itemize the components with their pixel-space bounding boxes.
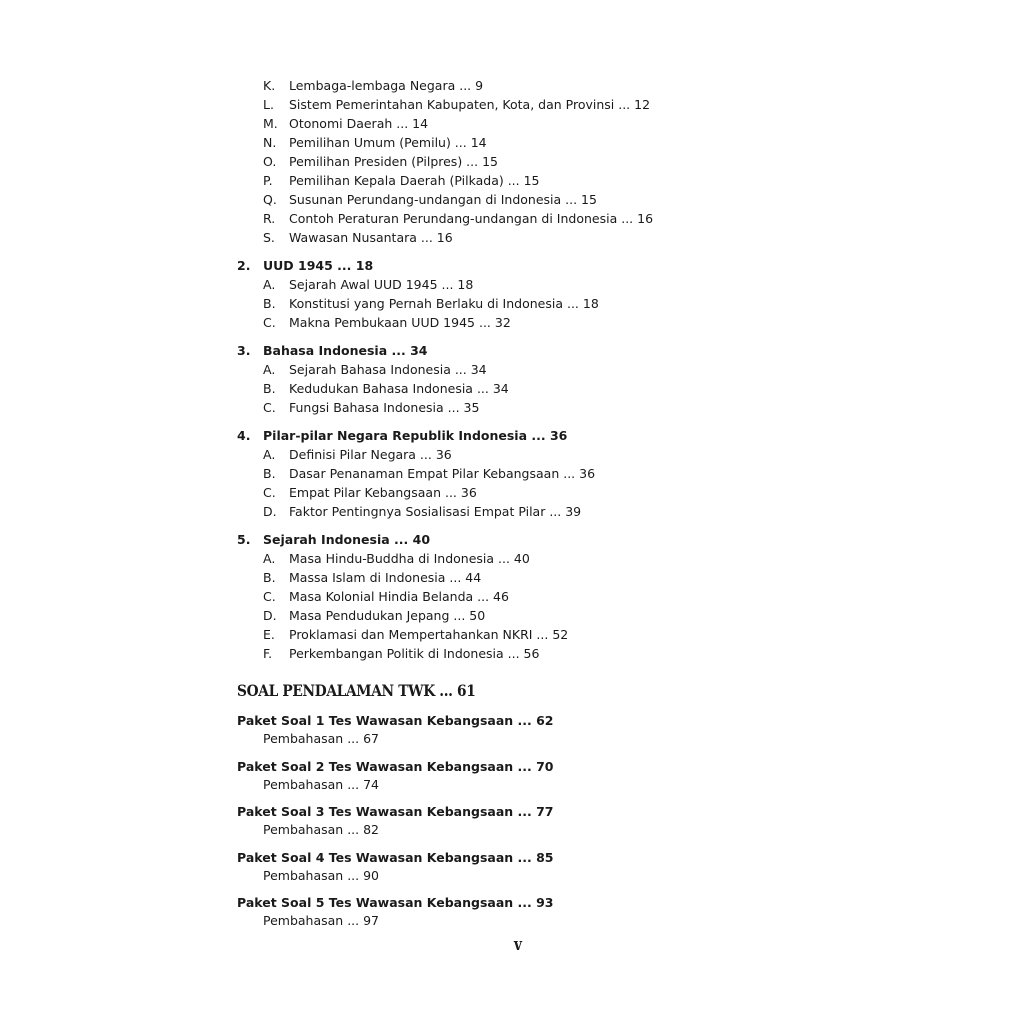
subitem-letter: A.	[263, 551, 276, 566]
toc-subitem	[237, 152, 797, 171]
subitem-text: Empat Pilar Kebangsaan ... 36	[289, 485, 477, 500]
paket-title: Paket Soal 4 Tes Wawasan Kebangsaan ... 85	[237, 849, 554, 865]
toc-chapter	[237, 341, 797, 417]
chapter-title: Sejarah Indonesia ... 40	[263, 532, 431, 547]
paket-title: Paket Soal 3 Tes Wawasan Kebangsaan ... 77	[237, 804, 554, 819]
toc-subitem	[237, 587, 797, 606]
toc-chapter	[237, 426, 797, 521]
toc-subitem	[237, 190, 797, 209]
toc-subitem	[237, 228, 797, 247]
toc-subitem	[237, 464, 797, 483]
subitem-letter: L.	[263, 97, 274, 112]
toc-subitem	[237, 606, 797, 625]
subitem-text: Lembaga-lembaga Negara ... 9	[289, 78, 484, 93]
toc-subitem	[237, 502, 797, 521]
subitem-text: Sejarah Bahasa Indonesia ... 34	[289, 362, 487, 377]
paket-subtitle: Pembahasan ... 97	[263, 913, 380, 928]
subitem-letter: R.	[263, 211, 276, 226]
subitem-text: Masa Hindu-Buddha di Indonesia ... 40	[289, 551, 530, 566]
chapter-number: 4.	[237, 428, 251, 443]
subitem-letter: P.	[263, 173, 273, 188]
subitem-letter: E.	[263, 627, 275, 642]
paket-list	[237, 712, 797, 940]
subitem-text: Makna Pembukaan UUD 1945 ... 32	[289, 315, 511, 330]
subitem-text: Faktor Pentingnya Sosialisasi Empat Pilar ... 39	[289, 504, 582, 519]
subitem-letter: B.	[263, 466, 276, 481]
subitem-letter: B.	[263, 570, 276, 585]
subitem-letter: C.	[263, 400, 276, 415]
subitem-letter: K.	[263, 78, 276, 93]
toc-subitem	[237, 398, 797, 417]
continued-items	[237, 76, 797, 247]
toc-subitem	[237, 445, 797, 464]
subitem-text: Perkembangan Politik di Indonesia ... 56	[289, 646, 540, 661]
chapter-title: Bahasa Indonesia ... 34	[263, 343, 428, 358]
paket-entry	[237, 712, 797, 758]
toc-subitem	[237, 568, 797, 587]
toc-subitem	[237, 294, 797, 313]
subitem-text: Pemilihan Kepala Daerah (Pilkada) ... 15	[289, 173, 540, 188]
section-title: SOAL PENDALAMAN TWK ... 61	[237, 681, 476, 700]
subitem-text: Pemilihan Umum (Pemilu) ... 14	[289, 135, 487, 150]
toc-subitem	[237, 625, 797, 644]
subitem-letter: O.	[263, 154, 277, 169]
toc-subitem	[237, 644, 797, 663]
toc-subitem	[237, 549, 797, 568]
subitem-text: Otonomi Daerah ... 14	[289, 116, 429, 131]
subitem-letter: C.	[263, 315, 276, 330]
subitem-text: Wawasan Nusantara ... 16	[289, 230, 453, 245]
subitem-text: Contoh Peraturan Perundang-undangan di Indonesia ... 16	[289, 211, 654, 226]
subitem-letter: F.	[263, 646, 273, 661]
toc-chapter	[237, 256, 797, 332]
subitem-text: Kedudukan Bahasa Indonesia ... 34	[289, 381, 509, 396]
subitem-letter: D.	[263, 504, 277, 519]
paket-subtitle: Pembahasan ... 74	[263, 776, 380, 792]
subitem-text: Susunan Perundang-undangan di Indonesia ... 15	[289, 192, 597, 207]
subitem-text: Sistem Pemerintahan Kabupaten, Kota, dan Provinsi ... 12	[289, 97, 651, 112]
toc-list	[237, 76, 797, 663]
toc-subitem	[237, 360, 797, 379]
subitem-text: Sejarah Awal UUD 1945 ... 18	[289, 277, 474, 292]
subitem-letter: N.	[263, 135, 277, 150]
subitem-letter: B.	[263, 381, 276, 396]
chapter-number: 3.	[237, 343, 251, 358]
chapter-heading	[237, 256, 797, 275]
subitem-letter: C.	[263, 589, 276, 604]
toc-subitem	[237, 114, 797, 133]
toc-subitem	[237, 275, 797, 294]
subitem-text: Masa Pendudukan Jepang ... 50	[289, 608, 486, 623]
subitem-text: Pemilihan Presiden (Pilpres) ... 15	[289, 154, 498, 169]
subitem-letter: A.	[263, 362, 276, 377]
paket-subtitle: Pembahasan ... 90	[263, 867, 380, 883]
chapter-number: 5.	[237, 532, 251, 547]
paket-entry	[237, 758, 797, 804]
subitem-text: Dasar Penanaman Empat Pilar Kebangsaan ... 36	[289, 466, 596, 481]
subitem-letter: A.	[263, 447, 276, 462]
chapter-title: Pilar-pilar Negara Republik Indonesia ... 36	[263, 428, 568, 443]
paket-subtitle: Pembahasan ... 82	[263, 822, 380, 837]
chapter-heading	[237, 426, 797, 445]
subitem-text: Masa Kolonial Hindia Belanda ... 46	[289, 589, 509, 604]
toc-subitem	[237, 209, 797, 228]
toc-subitem	[237, 379, 797, 398]
subitem-letter: B.	[263, 296, 276, 311]
toc-subitem	[237, 483, 797, 502]
subitem-text: Definisi Pilar Negara ... 36	[289, 447, 452, 462]
paket-subtitle: Pembahasan ... 67	[263, 731, 380, 746]
paket-title: Paket Soal 5 Tes Wawasan Kebangsaan ... 93	[237, 895, 554, 910]
subitem-letter: A.	[263, 277, 276, 292]
subitem-text: Fungsi Bahasa Indonesia ... 35	[289, 400, 480, 415]
subitem-letter: C.	[263, 485, 276, 500]
paket-title: Paket Soal 1 Tes Wawasan Kebangsaan ... 62	[237, 713, 554, 728]
chapter-heading	[237, 341, 797, 360]
toc-subitem	[237, 95, 797, 114]
chapter-title: UUD 1945 ... 18	[263, 258, 374, 273]
subitem-letter: M.	[263, 116, 278, 131]
subitem-text: Proklamasi dan Mempertahankan NKRI ... 52	[289, 627, 569, 642]
page-number: v	[514, 935, 522, 955]
toc-subitem	[237, 313, 797, 332]
toc-subitem	[237, 133, 797, 152]
paket-entry	[237, 803, 797, 849]
subitem-letter: D.	[263, 608, 277, 623]
subitem-text: Konstitusi yang Pernah Berlaku di Indonesia ... 18	[289, 296, 599, 311]
paket-title: Paket Soal 2 Tes Wawasan Kebangsaan ... 70	[237, 758, 554, 774]
toc-chapter	[237, 530, 797, 663]
chapter-heading	[237, 530, 797, 549]
subitem-letter: Q.	[263, 192, 277, 207]
toc-subitem	[237, 171, 797, 190]
subitem-text: Massa Islam di Indonesia ... 44	[289, 570, 482, 585]
paket-entry	[237, 849, 797, 895]
toc-subitem	[237, 76, 797, 95]
chapter-number: 2.	[237, 258, 251, 273]
subitem-letter: S.	[263, 230, 275, 245]
